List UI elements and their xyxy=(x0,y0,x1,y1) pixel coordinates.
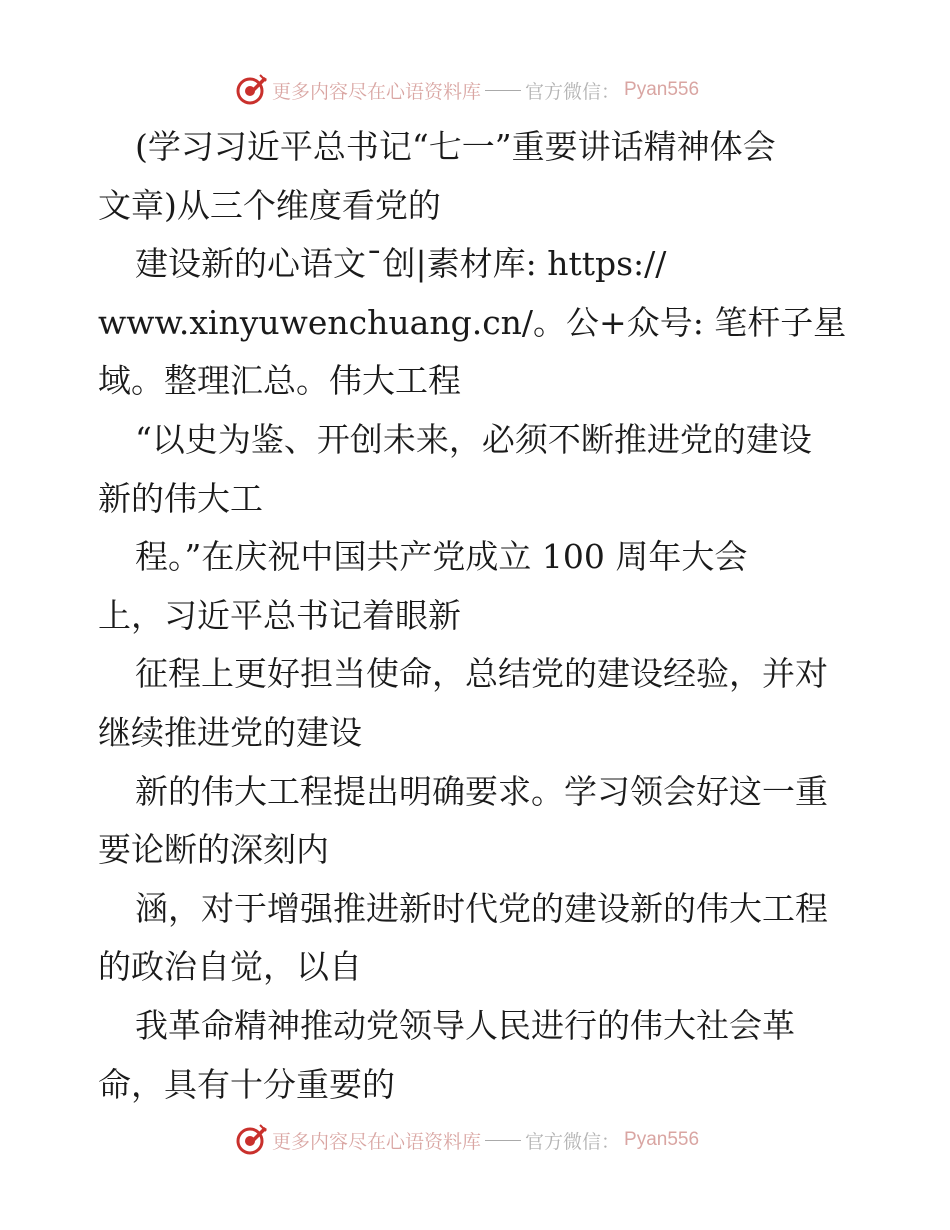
text-line: 我革命精神推动党领导人民进行的伟大社会革 xyxy=(135,1005,795,1045)
footer-wechat-id: Pyan556 xyxy=(624,1129,700,1150)
text-line: 的政治自觉，以自 xyxy=(98,947,362,987)
header-brand-text: 更多内容尽在心语资料库 xyxy=(272,80,482,103)
header-banner xyxy=(234,72,699,108)
pen-circle-logo-icon xyxy=(234,1123,268,1157)
text-line: 程。”在庆祝中国共产党成立 100 周年大会 xyxy=(135,537,748,577)
footer-divider xyxy=(485,1140,521,1141)
text-line: www.xinyuwenchuang.cn/。公+众号: 笔杆子星 xyxy=(98,302,847,342)
text-line: 继续推进党的建设 xyxy=(98,712,362,752)
header-divider xyxy=(485,90,521,91)
text-line: 新的伟大工 xyxy=(98,478,263,518)
text-line: 建设新的心语文¯创|素材库: https:// xyxy=(135,244,667,284)
document-body xyxy=(98,118,868,1114)
text-line: 新的伟大工程提出明确要求。学习领会好这一重 xyxy=(135,771,828,811)
footer-wechat-label: 官方微信： xyxy=(525,1130,621,1153)
text-line: 涵，对于增强推进新时代党的建设新的伟大工程 xyxy=(135,888,828,928)
text-line: 文章)从三个维度看党的 xyxy=(98,185,441,225)
text-line: “以史为鉴、开创未来，必须不断推进党的建设 xyxy=(135,419,812,459)
text-line: (学习习近平总书记“七一”重要讲话精神体会 xyxy=(135,127,776,166)
text-line: 征程上更好担当使命，总结党的建设经验，并对 xyxy=(135,654,828,694)
header-wechat-label: 官方微信： xyxy=(525,80,621,103)
header-wechat-id: Pyan556 xyxy=(624,79,700,100)
text-line: 命，具有十分重要的 xyxy=(98,1064,395,1104)
text-line: 域。整理汇总。伟大工程 xyxy=(98,361,461,401)
text-line: 要论断的深刻内 xyxy=(98,830,329,870)
footer-brand-text: 更多内容尽在心语资料库 xyxy=(272,1130,482,1153)
footer-banner xyxy=(234,1122,699,1158)
pen-circle-logo-icon xyxy=(234,73,268,107)
text-line: 上，习近平总书记着眼新 xyxy=(98,595,461,635)
